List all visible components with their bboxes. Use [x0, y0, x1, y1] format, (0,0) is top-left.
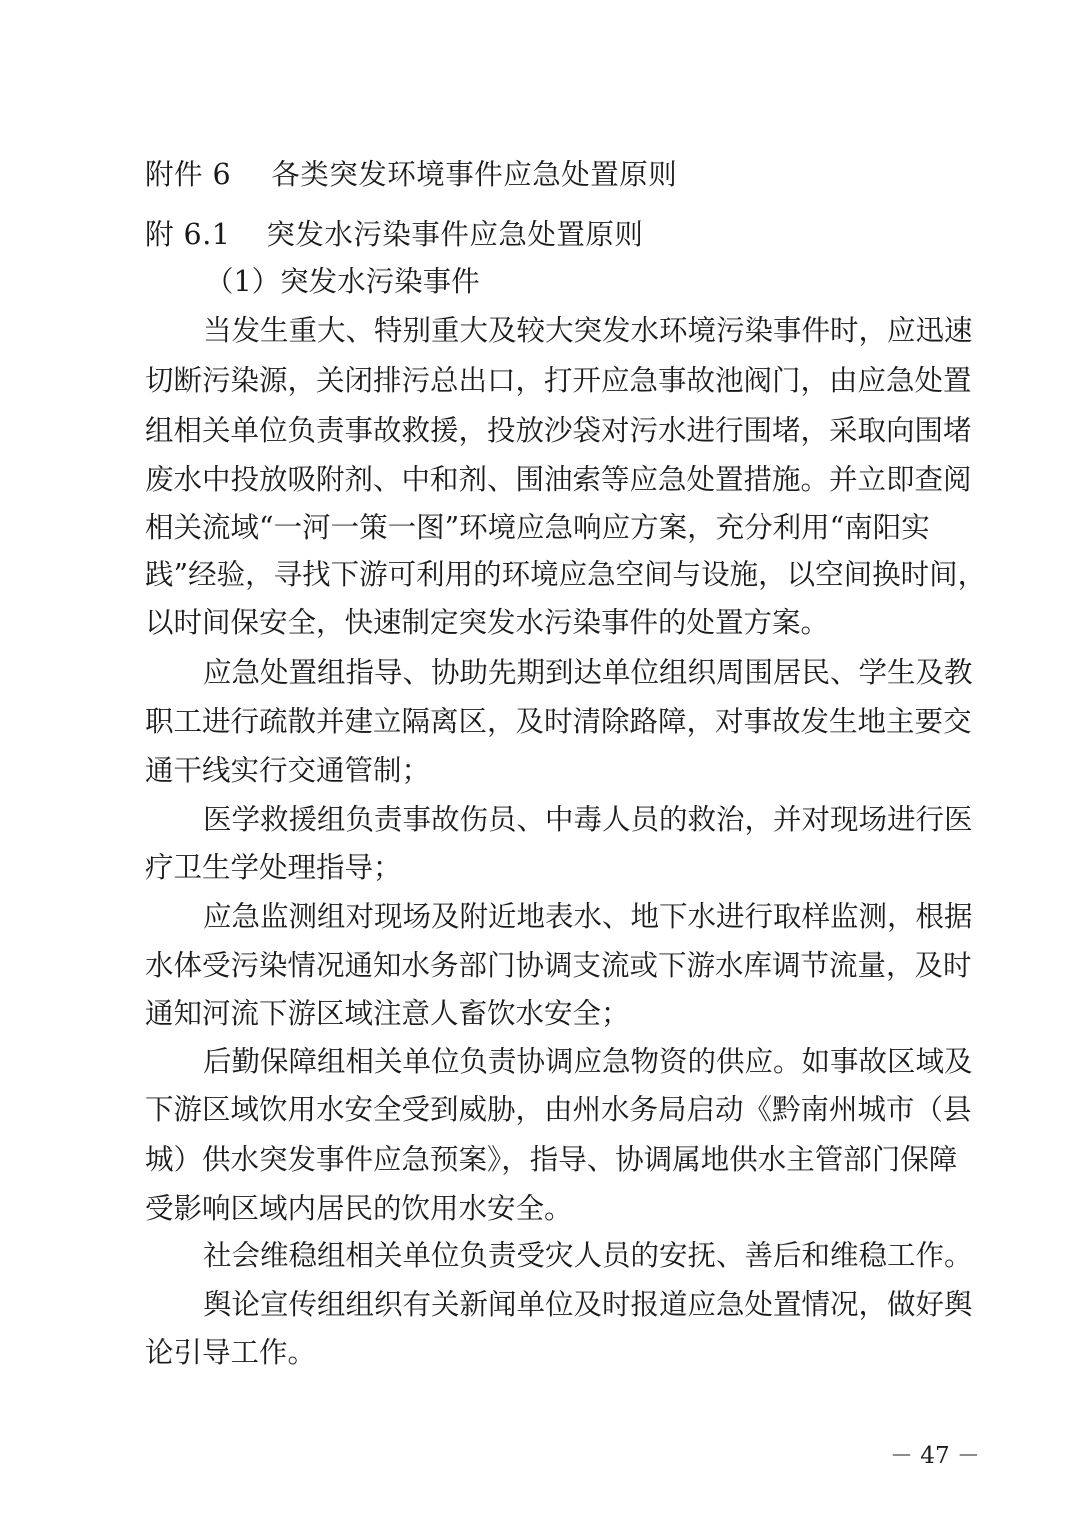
paragraph-line: 职工进行疏散并建立隔离区，及时清除路障，对事故发生地主要交 [145, 705, 972, 738]
paragraph-line: 水体受污染情况通知水务部门协调支流或下游水库调节流量，及时 [145, 949, 972, 982]
section-heading [145, 215, 985, 255]
page-number: － 47 － [890, 1443, 980, 1469]
paragraph-line: 废水中投放吸附剂、中和剂、围油索等应急处置措施。并立即查阅 [145, 463, 972, 496]
subheading: （1）突发水污染事件 [205, 265, 480, 298]
paragraph-line: 舆论宣传组组织有关新闻单位及时报道应急处置情况，做好舆 [203, 1288, 973, 1321]
paragraph-line: 受影响区域内居民的饮用水安全。 [145, 1192, 573, 1225]
attachment-title: 各类突发环境事件应急处置原则 [271, 158, 678, 191]
paragraph-line: 践”经验，寻找下游可利用的环境应急空间与设施，以空间换时间， [145, 558, 987, 591]
section-label: 附 6.1 [145, 218, 231, 251]
paragraph-line: 应急处置组指导、协助先期到达单位组织周围居民、学生及教 [203, 656, 973, 689]
paragraph-line: 组相关单位负责事故救援，投放沙袋对污水进行围堵，采取向围堵 [145, 414, 972, 447]
paragraph-line: 通干线实行交通管制； [145, 754, 431, 787]
paragraph-line: 切断污染源，关闭排污总出口，打开应急事故池阀门，由应急处置 [145, 364, 972, 397]
paragraph-line: 疗卫生学处理指导； [145, 851, 402, 884]
paragraph-line: 后勤保障组相关单位负责协调应急物资的供应。如事故区域及 [203, 1045, 973, 1078]
paragraph-line: 城）供水突发事件应急预案》，指导、协调属地供水主管部门保障 [145, 1143, 958, 1176]
paragraph-line: 医学救援组负责事故伤员、中毒人员的救治，并对现场进行医 [203, 803, 973, 836]
section-title: 突发水污染事件应急处置原则 [266, 218, 644, 251]
paragraph-line: 当发生重大、特别重大及较大突发水环境污染事件时，应迅速 [203, 314, 973, 347]
paragraph-line: 以时间保安全，快速制定突发水污染事件的处置方案。 [145, 606, 830, 639]
paragraph-line: 论引导工作。 [145, 1336, 317, 1369]
paragraph-line: 应急监测组对现场及附近地表水、地下水进行取样监测，根据 [203, 900, 973, 933]
paragraph-line: 相关流域“一河一策一图”环境应急响应方案，充分利用“南阳实 [145, 511, 930, 544]
paragraph-line: 社会维稳组相关单位负责受灾人员的安抚、善后和维稳工作。 [203, 1239, 973, 1272]
paragraph-line: 下游区域饮用水安全受到威胁，由州水务局启动《黔南州城市（县 [145, 1093, 972, 1126]
attachment-heading [145, 155, 985, 195]
attachment-label: 附件 6 [145, 158, 232, 191]
paragraph-line: 通知河流下游区域注意人畜饮水安全； [145, 997, 630, 1030]
